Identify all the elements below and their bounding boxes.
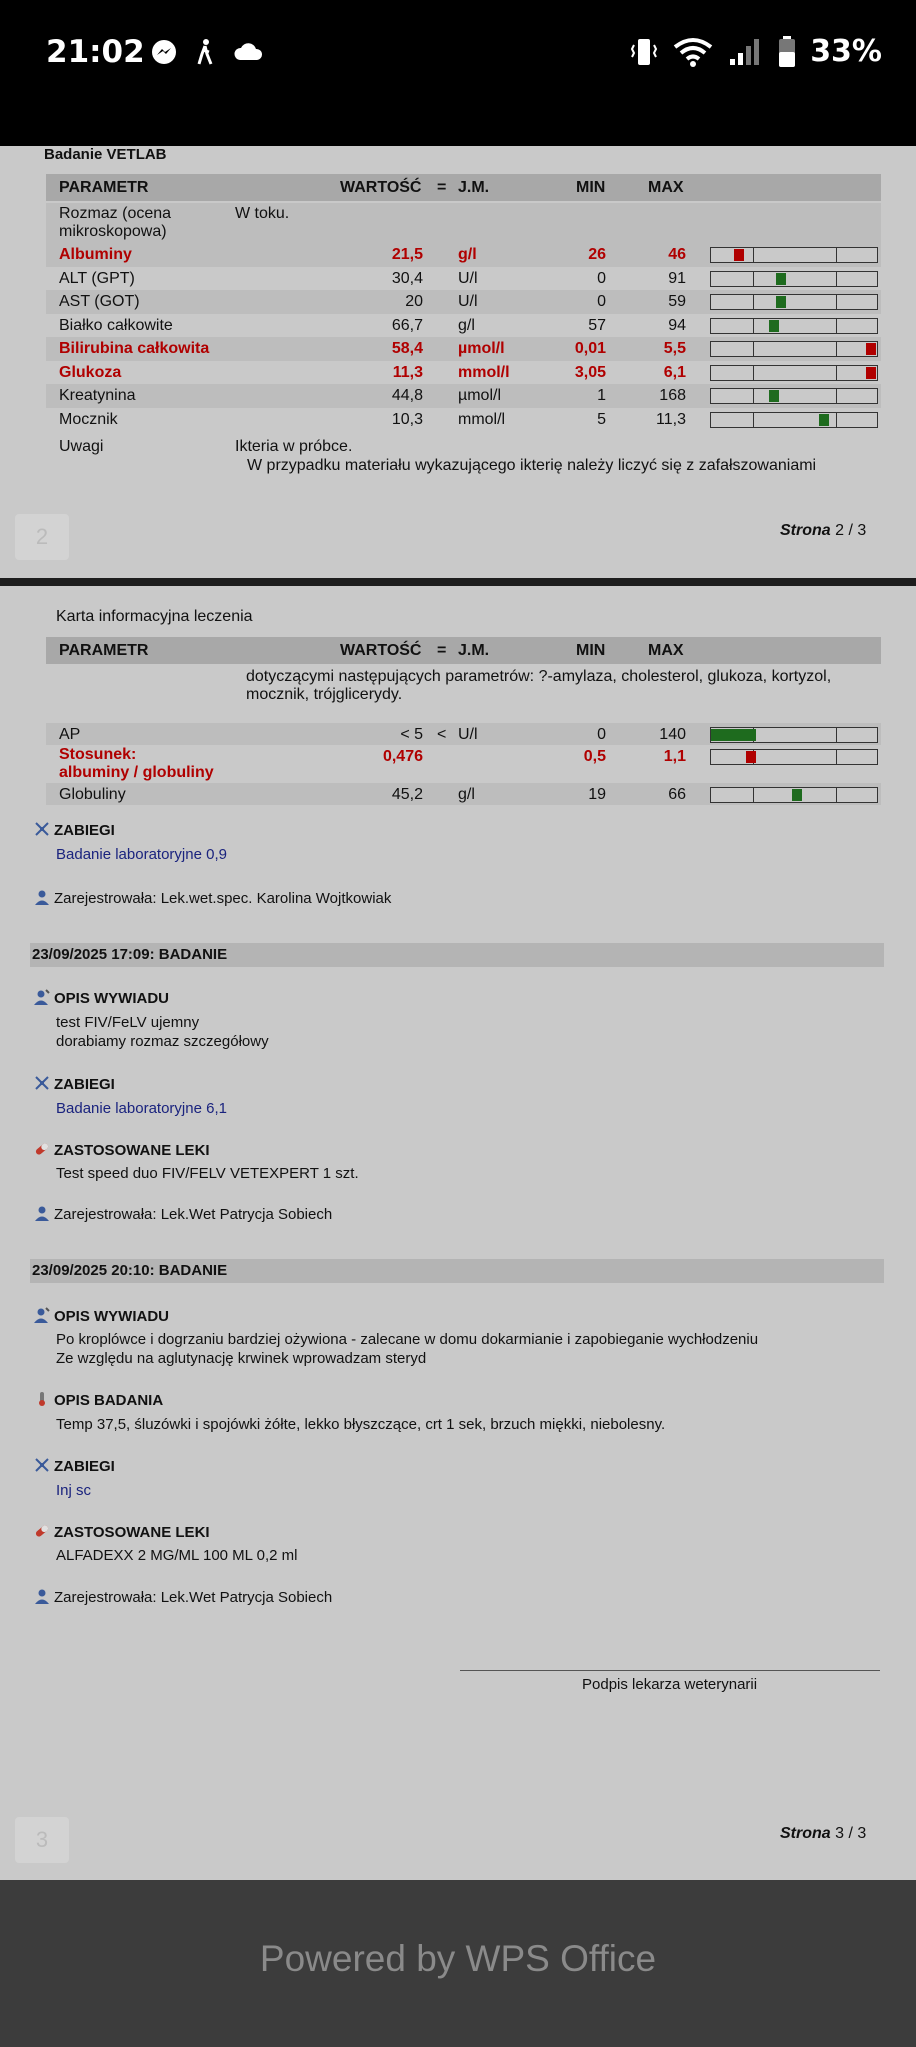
cell-param: Białko całkowite bbox=[59, 316, 173, 334]
col-eq: = bbox=[437, 179, 447, 196]
uwagi-label: Uwagi bbox=[59, 438, 104, 455]
walking-icon bbox=[194, 38, 216, 66]
col-param: PARAMETR bbox=[59, 179, 149, 196]
cell-min: 0,5 bbox=[583, 748, 606, 765]
cell-param1: Stosunek: bbox=[59, 746, 137, 763]
user-icon bbox=[34, 889, 50, 905]
cell-param: Glukoza bbox=[59, 363, 122, 381]
range-bar bbox=[710, 388, 878, 404]
cell-unit: mmol/l bbox=[458, 363, 510, 381]
page-thumbnail-button[interactable]: 2 bbox=[15, 514, 69, 560]
cell-unit: g/l bbox=[458, 246, 477, 263]
document-page-2 bbox=[0, 146, 916, 578]
range-bar bbox=[710, 271, 878, 287]
cell-max: 168 bbox=[659, 387, 686, 404]
lab-title: Badanie VETLAB bbox=[44, 146, 167, 163]
cell-max: 91 bbox=[668, 269, 686, 287]
cell-param: Kreatynina bbox=[59, 387, 136, 404]
range-bar bbox=[710, 749, 878, 765]
visit-header: 23/09/2025 17:09: BADANIE bbox=[30, 943, 884, 967]
cell-max: 140 bbox=[659, 726, 686, 743]
cell-value: 0,476 bbox=[382, 748, 423, 765]
range-marker bbox=[769, 390, 779, 402]
cell-max: 59 bbox=[668, 293, 686, 310]
cell-value: 45,2 bbox=[391, 786, 423, 803]
page-indicator: Strona 2 / 3 bbox=[780, 522, 867, 539]
range-bar bbox=[710, 341, 878, 357]
cell-max: 5,5 bbox=[663, 340, 686, 357]
visit-header: 23/09/2025 20:10: BADANIE bbox=[30, 1259, 884, 1283]
range-bar bbox=[710, 294, 878, 310]
cell-min: 0 bbox=[597, 726, 606, 743]
cell-value: 21,5 bbox=[391, 246, 423, 263]
cell-min: 3,05 bbox=[574, 363, 606, 381]
battery-icon bbox=[778, 36, 796, 68]
col-max: MAX bbox=[648, 179, 684, 196]
cell-unit: g/l bbox=[458, 316, 475, 334]
cell-param: Bilirubina całkowita bbox=[59, 340, 210, 357]
opis-badania-section: OPIS BADANIA bbox=[34, 1391, 163, 1410]
range-marker bbox=[711, 729, 756, 741]
cell-unit: mmol/l bbox=[458, 410, 506, 428]
cell-unit: U/l bbox=[458, 293, 478, 310]
range-marker bbox=[769, 320, 779, 332]
range-marker bbox=[776, 273, 786, 285]
wps-powered-by: Powered by WPS Office bbox=[259, 1938, 657, 1979]
range-bar bbox=[710, 247, 878, 263]
signal-icon bbox=[728, 37, 764, 67]
zabiegi-item: Badanie laboratoryjne 0,9 bbox=[56, 846, 227, 863]
cell-min: 0 bbox=[597, 269, 606, 287]
registered-by: Zarejestrowała: Lek.Wet Patrycja Sobiech bbox=[34, 1205, 332, 1223]
user-icon bbox=[34, 1205, 50, 1221]
cell-param: AP bbox=[59, 726, 81, 743]
cell-unit: µmol/l bbox=[458, 387, 501, 404]
cell-value: 58,4 bbox=[391, 340, 423, 357]
document-page-3: Karta informacyjna leczenia PARAMETR WARTOŚĆ = J.M. MIN MAX dotyczącymi następujących parametrów: ?-amylaza, cholesterol, glukoza, kortyzol, mocznik, trójglicerydy. AP < 5 < U/l 0 140 Stosunek: albuminy / globuliny 0,476 0,5 1,1 Globuliny 45,2 g/l 19 66 ZABIEGI Badanie laboratoryjne 0,9 Zarejestrowała: Lek.wet.spec. Karolina Wojtkowiak 23/09/2025 17:09: BADANIE OPIS WYWIADU test FIV/FeLV ujemny dorabiamy rozmaz szczegółowy ZABIEGI Badanie laboratoryjne 6,1 ZASTOSOWANE LEKI Test speed duo FIV/FELV VETEXPERT 1 szt. Zarejestrowała: Lek.Wet Patrycja Sobiech 23/09/2025 20:10: BADANIE OPIS WYWIADU Po kroplówce i dogrzaniu bardziej ożywiona - zalecane w domu dokarmianie i zapobieganie wychłodzeniu Ze względu na aglutynację krwinek wprowadzam steryd OPIS BADANIA Temp 37,5, śluzówki i spojówki żółte, lekko błyszczące, crt 1 sek, brzuch miękki, niebolesny. ZABIEGI Inj sc ZASTOSOWANE LEKI ALFADEXX 2 MG/ML 100 ML 0,2 ml Zarejestrowała: Lek.Wet Patrycja Sobiech Podpis lekarza weterynarii 3 Strona 3 / 3 bbox=[0, 586, 916, 1880]
zabiegi-section: ZABIEGI bbox=[34, 1457, 115, 1476]
cell-min: 57 bbox=[588, 316, 606, 334]
cell-unit: µmol/l bbox=[458, 340, 505, 357]
range-marker bbox=[792, 789, 802, 801]
uwagi-continuation: dotyczącymi następujących parametrów: ?-amylaza, cholesterol, glukoza, kortyzol, bbox=[246, 668, 832, 685]
page-divider bbox=[0, 578, 916, 586]
tools-icon bbox=[34, 821, 50, 837]
thermometer-icon bbox=[34, 1391, 50, 1407]
cell-max: 6,1 bbox=[663, 363, 686, 381]
zabiegi-section: ZABIEGI bbox=[34, 821, 115, 840]
range-bar bbox=[710, 727, 878, 743]
cell-value: < 5 bbox=[400, 726, 423, 743]
range-marker bbox=[746, 751, 756, 763]
zabiegi-section: ZABIEGI bbox=[34, 1075, 115, 1094]
cell-param: Globuliny bbox=[59, 786, 126, 803]
cell-min: 19 bbox=[588, 786, 606, 803]
cell-param: ALT (GPT) bbox=[59, 269, 135, 287]
cell-unit: g/l bbox=[458, 786, 475, 803]
page-title: Karta informacyjna leczenia bbox=[56, 608, 253, 625]
opis-wywiadu-section: OPIS WYWIADU bbox=[34, 989, 169, 1008]
opis-wywiadu-section: OPIS WYWIADU bbox=[34, 1307, 169, 1326]
cell-min: 5 bbox=[597, 410, 606, 428]
registered-by: Zarejestrowała: Lek.wet.spec. Karolina Wojtkowiak bbox=[34, 889, 391, 907]
doctor-icon bbox=[34, 989, 50, 1005]
cell-max: 94 bbox=[668, 316, 686, 334]
cell-max: 1,1 bbox=[663, 748, 686, 765]
cell-param2: albuminy / globuliny bbox=[59, 764, 214, 781]
cell-value: 66,7 bbox=[391, 316, 423, 334]
col-min: MIN bbox=[576, 179, 606, 196]
tools-icon bbox=[34, 1075, 50, 1091]
cell-max: 11,3 bbox=[656, 410, 686, 428]
cell-unit: U/l bbox=[458, 726, 478, 743]
cell-unit: U/l bbox=[458, 269, 478, 287]
cell-value: 20 bbox=[405, 293, 423, 310]
cell-value: 11,3 bbox=[392, 363, 423, 381]
uwagi-text-2: W przypadku materiału wykazującego ikterię należy liczyć się z zafałszowaniami bbox=[247, 457, 817, 474]
cell-param: Albuminy bbox=[59, 246, 132, 263]
uwagi-text: Ikteria w próbce. bbox=[235, 438, 353, 455]
uwagi-continuation-2: mocznik, trójglicerydy. bbox=[246, 686, 403, 703]
leki-section: ZASTOSOWANE LEKI bbox=[34, 1523, 210, 1542]
tools-icon bbox=[34, 1457, 50, 1473]
range-bar bbox=[710, 318, 878, 334]
cell-min: 0,01 bbox=[574, 340, 606, 357]
range-marker bbox=[819, 414, 829, 426]
range-bar bbox=[710, 412, 878, 428]
pill-icon bbox=[34, 1141, 50, 1157]
col-value: WARTOŚĆ bbox=[340, 179, 422, 196]
range-bar bbox=[710, 365, 878, 381]
cell-max: 46 bbox=[668, 246, 686, 263]
range-marker bbox=[866, 367, 876, 379]
cell-max: 66 bbox=[668, 786, 686, 803]
clock: 21:02 bbox=[46, 34, 145, 70]
pill-icon bbox=[34, 1523, 50, 1539]
cell-param: AST (GOT) bbox=[59, 293, 140, 310]
user-icon bbox=[34, 1588, 50, 1604]
cell-value: 44,8 bbox=[391, 387, 423, 404]
registered-by: Zarejestrowała: Lek.Wet Patrycja Sobiech bbox=[34, 1588, 332, 1606]
signature-line bbox=[460, 1670, 880, 1671]
cloud-icon bbox=[232, 40, 264, 64]
signature-label: Podpis lekarza weterynarii bbox=[582, 1676, 758, 1693]
cell-min: 1 bbox=[597, 387, 606, 404]
doctor-icon bbox=[34, 1307, 50, 1323]
leki-section: ZASTOSOWANE LEKI bbox=[34, 1141, 210, 1160]
cell-param: Mocznik bbox=[59, 410, 118, 428]
page-indicator: Strona 3 / 3 bbox=[780, 1825, 867, 1842]
vibrate-icon bbox=[630, 37, 658, 67]
range-marker bbox=[734, 249, 744, 261]
col-unit: J.M. bbox=[458, 179, 490, 196]
range-bar bbox=[710, 787, 878, 803]
cell-value: 30,4 bbox=[391, 269, 423, 287]
cell-min: 0 bbox=[597, 293, 606, 310]
cell-eq: < bbox=[437, 726, 447, 743]
range-marker bbox=[776, 296, 786, 308]
results-table-header: PARAMETR WARTOŚĆ = J.M. MIN MAX bbox=[46, 637, 881, 664]
cell-value: 10,3 bbox=[391, 410, 423, 428]
row-note: W toku. bbox=[235, 205, 290, 222]
status-bar bbox=[0, 0, 916, 146]
battery-percent: 33% bbox=[810, 34, 882, 69]
cell-min: 26 bbox=[588, 246, 606, 263]
page-thumbnail-button[interactable]: 3 bbox=[15, 1817, 69, 1863]
wifi-icon bbox=[672, 37, 714, 67]
table-row: Rozmaz (ocena mikroskopowa) W toku. bbox=[46, 203, 881, 243]
messenger-icon bbox=[150, 38, 178, 66]
range-marker bbox=[866, 343, 876, 355]
results-table-header bbox=[46, 174, 881, 201]
